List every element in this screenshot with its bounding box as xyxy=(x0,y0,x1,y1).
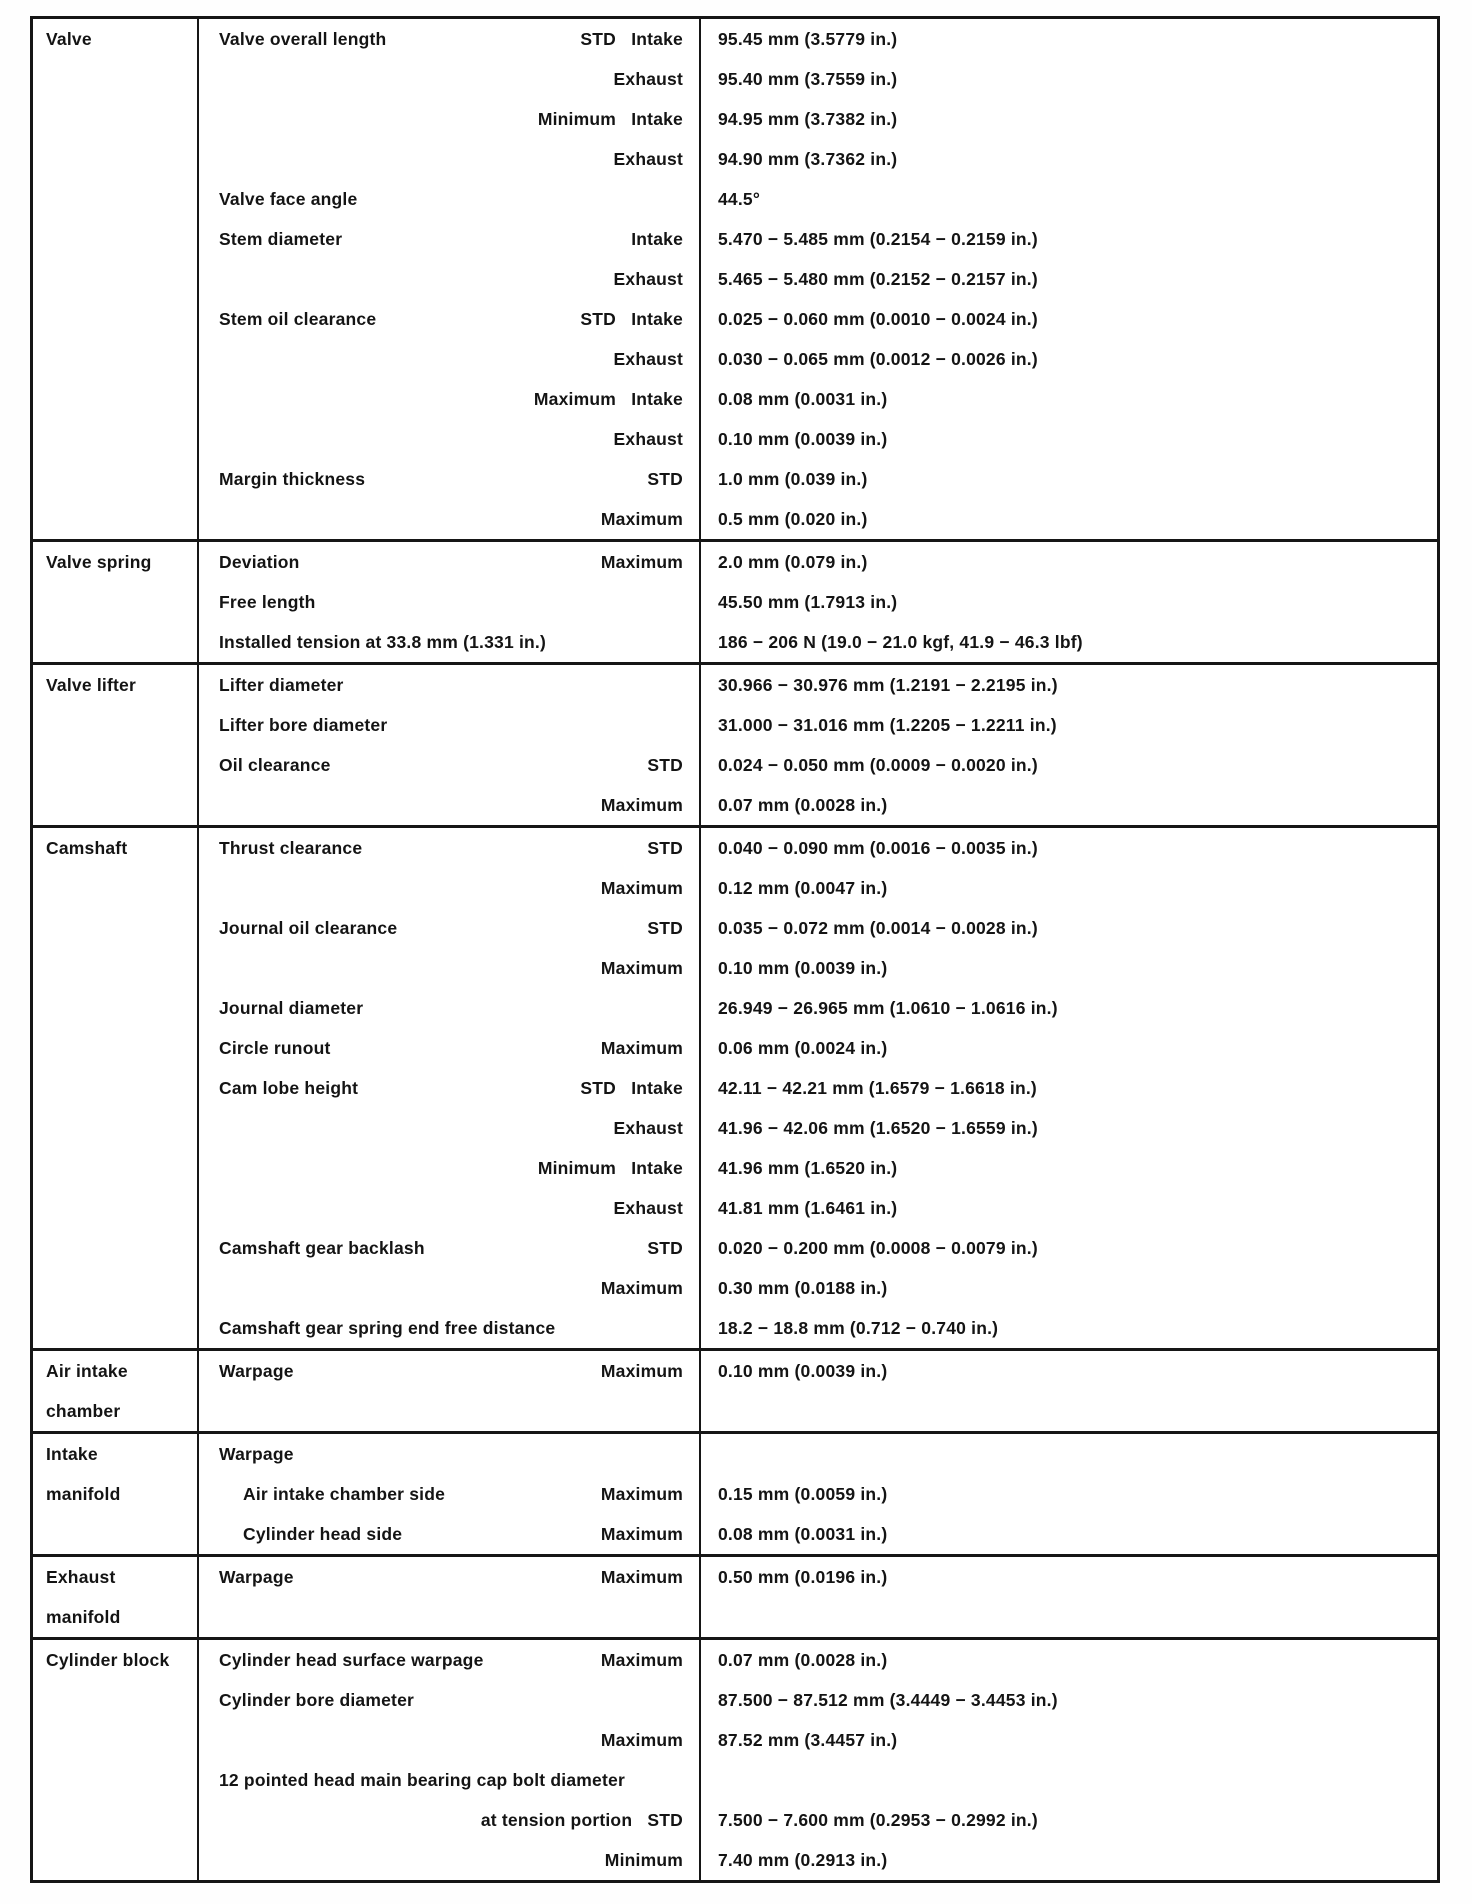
spec-row xyxy=(199,1148,1437,1188)
component-name-line: Intake xyxy=(46,1443,98,1464)
item-cell xyxy=(199,499,699,539)
spec-row xyxy=(199,1640,1437,1680)
component-name xyxy=(33,19,199,539)
item-label: Camshaft gear spring end free distance xyxy=(219,1317,556,1338)
value-text: 42.11 − 42.21 mm (1.6579 − 1.6618 in.) xyxy=(699,1068,1437,1108)
item-cell xyxy=(199,582,699,622)
component-name-line: Valve lifter xyxy=(46,674,136,695)
component-name-line: manifold xyxy=(46,1483,121,1504)
section-rows xyxy=(199,1557,1437,1637)
value-text: 0.07 mm (0.0028 in.) xyxy=(699,1640,1437,1680)
section-rows xyxy=(199,1434,1437,1554)
item-cell xyxy=(199,19,699,59)
value-text: 0.024 − 0.050 mm (0.0009 − 0.0020 in.) xyxy=(699,745,1437,785)
item-label: Stem diameter xyxy=(219,228,343,249)
qualifier-label: Maximum xyxy=(600,1729,683,1750)
qualifier-label: Maximum xyxy=(600,551,683,572)
item-cell xyxy=(199,1557,699,1597)
item-cell xyxy=(199,828,699,868)
value-text: 87.500 − 87.512 mm (3.4449 − 3.4453 in.) xyxy=(699,1680,1437,1720)
value-text: 0.5 mm (0.020 in.) xyxy=(699,499,1437,539)
engine-spec-table xyxy=(30,16,1440,1883)
item-cell xyxy=(199,1068,699,1108)
table-section-3 xyxy=(33,825,1437,1348)
value-text: 0.040 − 0.090 mm (0.0016 − 0.0035 in.) xyxy=(699,828,1437,868)
spec-row xyxy=(199,1514,1437,1554)
item-cell xyxy=(199,908,699,948)
item-label: Cylinder head side xyxy=(243,1523,403,1544)
item-cell xyxy=(199,1840,699,1880)
value-text xyxy=(699,1434,1437,1474)
section-rows xyxy=(199,542,1437,662)
value-text: 95.40 mm (3.7559 in.) xyxy=(699,59,1437,99)
spec-row xyxy=(199,419,1437,459)
component-name-line: Cylinder block xyxy=(46,1649,170,1670)
qualifier-label: Maximum xyxy=(600,1566,683,1587)
item-cell xyxy=(199,459,699,499)
spec-row xyxy=(199,179,1437,219)
value-text: 7.40 mm (0.2913 in.) xyxy=(699,1840,1437,1880)
item-cell xyxy=(199,339,699,379)
value-text: 26.949 − 26.965 mm (1.0610 − 1.0616 in.) xyxy=(699,988,1437,1028)
item-cell xyxy=(199,419,699,459)
qualifier-label: Maximum xyxy=(600,1360,683,1381)
value-text: 41.81 mm (1.6461 in.) xyxy=(699,1188,1437,1228)
spec-row xyxy=(199,622,1437,662)
value-text: 0.15 mm (0.0059 in.) xyxy=(699,1474,1437,1514)
value-text: 41.96 mm (1.6520 in.) xyxy=(699,1148,1437,1188)
table-section-4 xyxy=(33,1348,1437,1431)
qualifier-label: STD Intake xyxy=(580,28,683,49)
item-label: Warpage xyxy=(219,1566,294,1587)
item-cell xyxy=(199,379,699,419)
spec-row xyxy=(199,259,1437,299)
value-text: 0.10 mm (0.0039 in.) xyxy=(699,948,1437,988)
component-name xyxy=(33,665,199,825)
spec-row xyxy=(199,1028,1437,1068)
qualifier-label: Exhaust xyxy=(613,1197,683,1218)
section-rows xyxy=(199,1351,1437,1431)
value-text: 5.470 − 5.485 mm (0.2154 − 0.2159 in.) xyxy=(699,219,1437,259)
value-text: 0.07 mm (0.0028 in.) xyxy=(699,785,1437,825)
item-cell xyxy=(199,1680,699,1720)
value-text: 0.08 mm (0.0031 in.) xyxy=(699,1514,1437,1554)
item-cell xyxy=(199,948,699,988)
spec-row xyxy=(199,1268,1437,1308)
value-text: 0.10 mm (0.0039 in.) xyxy=(699,419,1437,459)
spec-row xyxy=(199,1680,1437,1720)
spec-row xyxy=(199,1228,1437,1268)
spec-row xyxy=(199,1434,1437,1474)
item-cell xyxy=(199,745,699,785)
table-section-6 xyxy=(33,1554,1437,1637)
spec-row xyxy=(199,1720,1437,1760)
item-cell xyxy=(199,1434,699,1474)
value-text: 44.5° xyxy=(699,179,1437,219)
qualifier-label: Intake xyxy=(631,228,683,249)
item-label: Cylinder bore diameter xyxy=(219,1689,415,1710)
section-rows xyxy=(199,1640,1437,1880)
item-cell xyxy=(199,1228,699,1268)
qualifier-label: Minimum Intake xyxy=(537,1157,683,1178)
item-label: Journal oil clearance xyxy=(219,917,398,938)
spec-row xyxy=(199,868,1437,908)
component-name xyxy=(33,542,199,662)
item-label: Deviation xyxy=(219,551,300,572)
section-rows xyxy=(199,19,1437,539)
value-text xyxy=(699,1391,1437,1431)
item-cell xyxy=(199,665,699,705)
spec-row xyxy=(199,1760,1437,1800)
qualifier-label: Minimum Intake xyxy=(537,108,683,129)
item-label: Lifter diameter xyxy=(219,674,344,695)
spec-row xyxy=(199,785,1437,825)
item-cell xyxy=(199,542,699,582)
value-text: 41.96 − 42.06 mm (1.6520 − 1.6559 in.) xyxy=(699,1108,1437,1148)
spec-row xyxy=(199,665,1437,705)
qualifier-label: Maximum xyxy=(600,1037,683,1058)
value-text: 186 − 206 N (19.0 − 21.0 kgf, 41.9 − 46.3 lbf) xyxy=(699,622,1437,662)
qualifier-label: STD xyxy=(647,468,683,489)
item-label: Installed tension at 33.8 mm (1.331 in.) xyxy=(219,631,546,652)
component-name-line: Valve spring xyxy=(46,551,152,572)
value-text: 94.95 mm (3.7382 in.) xyxy=(699,99,1437,139)
qualifier-label: STD Intake xyxy=(580,308,683,329)
qualifier-label: Maximum xyxy=(600,1277,683,1298)
item-cell xyxy=(199,99,699,139)
value-text: 0.30 mm (0.0188 in.) xyxy=(699,1268,1437,1308)
value-text: 94.90 mm (3.7362 in.) xyxy=(699,139,1437,179)
spec-row xyxy=(199,1840,1437,1880)
value-text: 0.035 − 0.072 mm (0.0014 − 0.0028 in.) xyxy=(699,908,1437,948)
spec-row xyxy=(199,908,1437,948)
value-text: 45.50 mm (1.7913 in.) xyxy=(699,582,1437,622)
item-label: Warpage xyxy=(219,1443,294,1464)
value-text: 0.020 − 0.200 mm (0.0008 − 0.0079 in.) xyxy=(699,1228,1437,1268)
item-label: Warpage xyxy=(219,1360,294,1381)
component-name xyxy=(33,1640,199,1880)
item-label: Journal diameter xyxy=(219,997,364,1018)
item-cell xyxy=(199,1720,699,1760)
qualifier-label: Maximum xyxy=(600,877,683,898)
item-cell xyxy=(199,785,699,825)
item-label: Camshaft gear backlash xyxy=(219,1237,425,1258)
value-text: 30.966 − 30.976 mm (1.2191 − 2.2195 in.) xyxy=(699,665,1437,705)
table-section-7 xyxy=(33,1637,1437,1880)
spec-row xyxy=(199,1108,1437,1148)
item-cell xyxy=(199,1308,699,1348)
qualifier-label: Maximum xyxy=(600,794,683,815)
table-section-5 xyxy=(33,1431,1437,1554)
spec-row xyxy=(199,988,1437,1028)
item-cell xyxy=(199,868,699,908)
filler-row xyxy=(199,1391,1437,1431)
component-name xyxy=(33,1351,199,1431)
section-rows xyxy=(199,665,1437,825)
qualifier-label: Exhaust xyxy=(613,268,683,289)
value-text: 0.10 mm (0.0039 in.) xyxy=(699,1351,1437,1391)
qualifier-label: Exhaust xyxy=(613,348,683,369)
item-cell xyxy=(199,179,699,219)
item-cell xyxy=(199,1474,699,1514)
component-name-line: Exhaust xyxy=(46,1566,116,1587)
item-cell xyxy=(199,259,699,299)
value-text xyxy=(699,1760,1437,1800)
spec-row xyxy=(199,1308,1437,1348)
section-rows xyxy=(199,828,1437,1348)
spec-row xyxy=(199,499,1437,539)
qualifier-label: Maximum xyxy=(600,1649,683,1670)
component-name-line: Camshaft xyxy=(46,837,128,858)
item-label: Stem oil clearance xyxy=(219,308,377,329)
item-label: Oil clearance xyxy=(219,754,331,775)
component-name-line: manifold xyxy=(46,1606,121,1627)
item-label: Thrust clearance xyxy=(219,837,363,858)
filler-row xyxy=(199,1597,1437,1637)
qualifier-label: at tension portion STD xyxy=(480,1809,683,1830)
item-cell xyxy=(199,139,699,179)
value-text: 0.08 mm (0.0031 in.) xyxy=(699,379,1437,419)
item-label: 12 pointed head main bearing cap bolt diameter xyxy=(219,1769,625,1790)
qualifier-label: STD xyxy=(647,917,683,938)
component-name xyxy=(33,828,199,1348)
item-label: Lifter bore diameter xyxy=(219,714,388,735)
item-cell xyxy=(199,1800,699,1840)
spec-row xyxy=(199,745,1437,785)
qualifier-label: STD xyxy=(647,754,683,775)
qualifier-label: Maximum xyxy=(600,508,683,529)
qualifier-label: STD Intake xyxy=(580,1077,683,1098)
qualifier-label: Minimum xyxy=(604,1849,683,1870)
value-text: 5.465 − 5.480 mm (0.2152 − 0.2157 in.) xyxy=(699,259,1437,299)
spec-row xyxy=(199,1474,1437,1514)
item-label: Valve overall length xyxy=(219,28,387,49)
item-cell xyxy=(199,1391,699,1431)
spec-row xyxy=(199,1351,1437,1391)
qualifier-label: STD xyxy=(647,837,683,858)
value-text: 0.025 − 0.060 mm (0.0010 − 0.0024 in.) xyxy=(699,299,1437,339)
item-cell xyxy=(199,1640,699,1680)
spec-row xyxy=(199,219,1437,259)
item-cell xyxy=(199,1351,699,1391)
value-text: 0.50 mm (0.0196 in.) xyxy=(699,1557,1437,1597)
spec-row xyxy=(199,542,1437,582)
spec-row xyxy=(199,99,1437,139)
value-text: 2.0 mm (0.079 in.) xyxy=(699,542,1437,582)
item-label: Cylinder head surface warpage xyxy=(219,1649,484,1670)
qualifier-label: Maximum xyxy=(600,957,683,978)
value-text: 1.0 mm (0.039 in.) xyxy=(699,459,1437,499)
spec-row xyxy=(199,139,1437,179)
item-label: Cam lobe height xyxy=(219,1077,359,1098)
item-cell xyxy=(199,1108,699,1148)
item-cell xyxy=(199,988,699,1028)
item-cell xyxy=(199,1514,699,1554)
value-text: 31.000 − 31.016 mm (1.2205 − 1.2211 in.) xyxy=(699,705,1437,745)
spec-row xyxy=(199,948,1437,988)
spec-row xyxy=(199,19,1437,59)
value-text xyxy=(699,1597,1437,1637)
component-name-line: Valve xyxy=(46,28,92,49)
component-name-line: Air intake xyxy=(46,1360,128,1381)
item-label: Free length xyxy=(219,591,316,612)
qualifier-label: Maximum Intake xyxy=(533,388,683,409)
spec-row xyxy=(199,1188,1437,1228)
item-cell xyxy=(199,1760,699,1800)
spec-row xyxy=(199,459,1437,499)
value-text: 87.52 mm (3.4457 in.) xyxy=(699,1720,1437,1760)
spec-row xyxy=(199,705,1437,745)
component-name-line: chamber xyxy=(46,1400,121,1421)
table-section-0 xyxy=(33,19,1437,539)
qualifier-label: Exhaust xyxy=(613,148,683,169)
item-cell xyxy=(199,299,699,339)
spec-row xyxy=(199,828,1437,868)
qualifier-label: Exhaust xyxy=(613,428,683,449)
spec-row xyxy=(199,379,1437,419)
item-cell xyxy=(199,705,699,745)
spec-row xyxy=(199,1557,1437,1597)
item-label: Margin thickness xyxy=(219,468,366,489)
item-cell xyxy=(199,1028,699,1068)
table-section-1 xyxy=(33,539,1437,662)
spec-row xyxy=(199,299,1437,339)
item-label: Valve face angle xyxy=(219,188,358,209)
qualifier-label: Maximum xyxy=(600,1483,683,1504)
qualifier-label: Maximum xyxy=(600,1523,683,1544)
value-text: 0.12 mm (0.0047 in.) xyxy=(699,868,1437,908)
item-label: Air intake chamber side xyxy=(243,1483,446,1504)
spec-row xyxy=(199,59,1437,99)
item-cell xyxy=(199,1597,699,1637)
qualifier-label: STD xyxy=(647,1237,683,1258)
item-cell xyxy=(199,622,699,662)
component-name xyxy=(33,1434,199,1554)
table-section-2 xyxy=(33,662,1437,825)
value-text: 0.06 mm (0.0024 in.) xyxy=(699,1028,1437,1068)
value-text: 7.500 − 7.600 mm (0.2953 − 0.2992 in.) xyxy=(699,1800,1437,1840)
item-cell xyxy=(199,1188,699,1228)
item-cell xyxy=(199,219,699,259)
component-name xyxy=(33,1557,199,1637)
qualifier-label: Exhaust xyxy=(613,68,683,89)
item-cell xyxy=(199,59,699,99)
value-text: 0.030 − 0.065 mm (0.0012 − 0.0026 in.) xyxy=(699,339,1437,379)
value-text: 95.45 mm (3.5779 in.) xyxy=(699,19,1437,59)
value-text: 18.2 − 18.8 mm (0.712 − 0.740 in.) xyxy=(699,1308,1437,1348)
spec-row xyxy=(199,1800,1437,1840)
spec-row xyxy=(199,582,1437,622)
item-cell xyxy=(199,1148,699,1188)
spec-row xyxy=(199,339,1437,379)
spec-row xyxy=(199,1068,1437,1108)
item-label: Circle runout xyxy=(219,1037,331,1058)
qualifier-label: Exhaust xyxy=(613,1117,683,1138)
item-cell xyxy=(199,1268,699,1308)
